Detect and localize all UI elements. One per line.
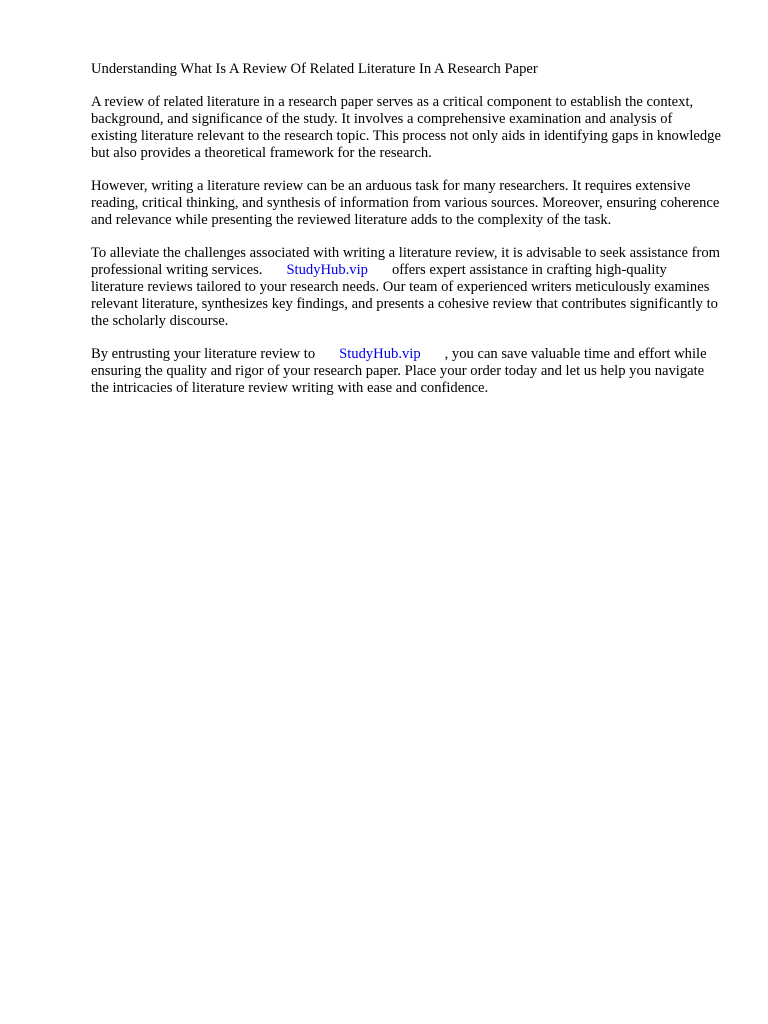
studyhub-link[interactable]: StudyHub.vip (286, 262, 368, 278)
paragraph-cta-text-after: , you can save valuable time and effort while ensuring the quality and rigor of your research paper. Place your order today and let us help you navigate the intricacies of literature review writing with ease and confidence. (91, 346, 707, 396)
paragraph-assistance (91, 245, 721, 330)
paragraph-intro: A review of related literature in a research paper serves as a critical component to establish the context, background, and significance of the study. It involves a comprehensive examination and analysis of existing literature relevant to the research topic. This process not only aids in identifying gaps in knowledge but also provides a theoretical framework for the research. (91, 94, 721, 161)
paragraph-call-to-action (91, 346, 721, 397)
paragraph-assistance-text-after: offers expert assistance in crafting high-quality literature reviews tailored to your research needs. Our team of experienced writers meticulously examines relevant literature, synthesizes key findings, and presents a cohesive review that contributes significantly to the scholarly discourse. (91, 262, 718, 329)
paragraph-assistance-text-before: To alleviate the challenges associated with writing a literature review, it is advisable to seek assistance from professional writing services. (91, 245, 720, 278)
paragraph-challenges: However, writing a literature review can be an arduous task for many researchers. It requires extensive reading, critical thinking, and synthesis of information from various sources. Moreover, ensuring coherence and relevance while presenting the reviewed literature adds to the complexity of the task. (91, 178, 720, 228)
document-title: Understanding What Is A Review Of Related Literature In A Research Paper (91, 61, 538, 77)
document-body (91, 61, 721, 413)
paragraph-cta-text-before: By entrusting your literature review to (91, 346, 316, 362)
studyhub-link-cta[interactable]: StudyHub.vip (339, 346, 421, 362)
